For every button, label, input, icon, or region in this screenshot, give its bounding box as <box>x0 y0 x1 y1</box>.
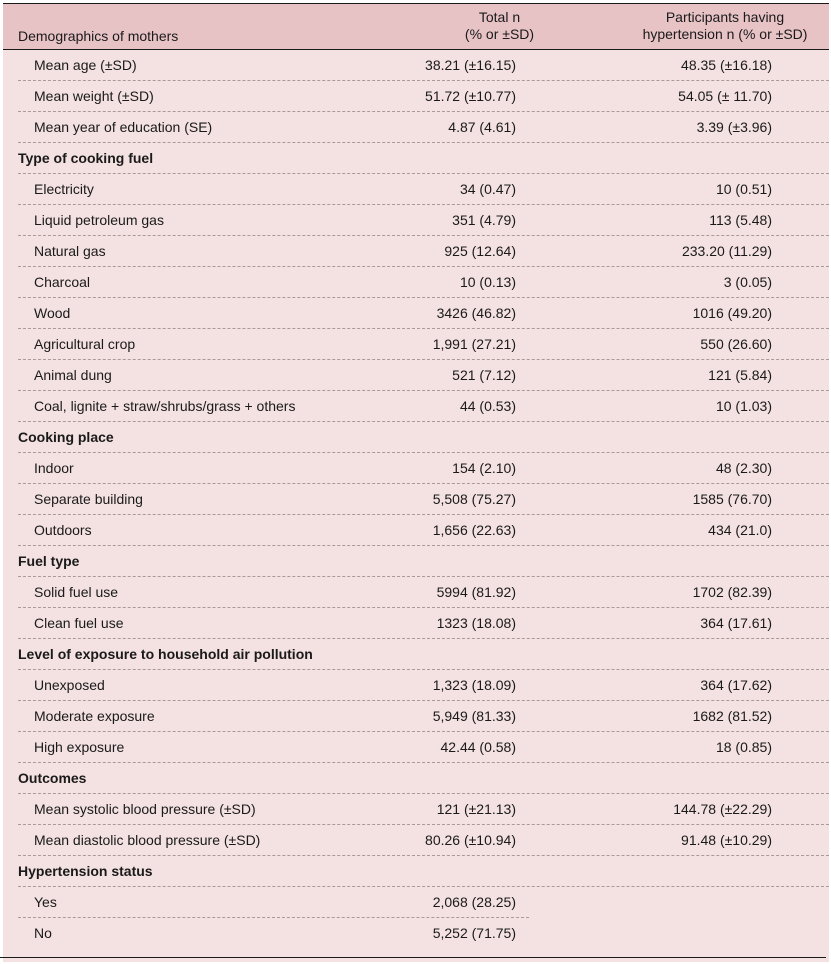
header-total <box>423 9 576 43</box>
total-value: 1323 (18.08) <box>436 615 516 631</box>
hypertension-value: 91.48 (±10.29) <box>681 832 772 848</box>
total-value: 1,656 (22.63) <box>432 522 516 538</box>
row-label: Unexposed <box>34 677 105 693</box>
table-row <box>3 205 829 236</box>
hypertension-value: 48.35 (±16.18) <box>681 57 772 73</box>
table-row <box>3 81 829 112</box>
total-value: 1,323 (18.09) <box>432 677 516 693</box>
row-label: Mean year of education (SE) <box>34 119 213 135</box>
table-row <box>3 298 829 329</box>
total-value: 5,252 (71.75) <box>432 925 516 941</box>
row-label: Wood <box>34 305 71 321</box>
table-row <box>3 360 829 391</box>
hypertension-value: 1016 (49.20) <box>692 305 772 321</box>
hypertension-value: 144.78 (±22.29) <box>673 801 772 817</box>
table-row <box>3 577 829 608</box>
header-demographics: Demographics of mothers <box>18 28 179 44</box>
hypertension-value: 121 (5.84) <box>708 367 772 383</box>
table-row <box>3 112 829 143</box>
header-total-line2: (% or ±SD) <box>464 26 535 42</box>
total-value: 5,949 (81.33) <box>432 708 516 724</box>
hypertension-value: 364 (17.62) <box>700 677 772 693</box>
total-value: 3426 (46.82) <box>436 305 516 321</box>
total-value: 2,068 (28.25) <box>432 894 516 910</box>
total-value: 5,508 (75.27) <box>432 491 516 507</box>
row-label: Mean systolic blood pressure (±SD) <box>34 801 256 817</box>
demographics-table <box>3 3 829 962</box>
hypertension-value: 364 (17.61) <box>700 615 772 631</box>
total-value: 4.87 (4.61) <box>448 119 516 135</box>
hypertension-value: 10 (0.51) <box>715 181 772 197</box>
row-label: Mean age (±SD) <box>34 57 137 73</box>
row-label: Yes <box>34 894 57 910</box>
row-label: Clean fuel use <box>34 615 124 631</box>
row-label: Mean weight (±SD) <box>34 88 154 104</box>
table-row <box>3 391 829 422</box>
total-value: 351 (4.79) <box>452 212 516 228</box>
hypertension-value: 1585 (76.70) <box>692 491 772 507</box>
hypertension-value: 3 (0.05) <box>723 274 772 290</box>
row-label: Cooking place <box>18 429 114 445</box>
total-value: 121 (±21.13) <box>436 801 516 817</box>
table-body <box>3 50 829 949</box>
header-hypertension <box>625 9 825 43</box>
row-label: Outdoors <box>34 522 92 538</box>
row-label: Fuel type <box>18 553 80 569</box>
hypertension-value: 1702 (82.39) <box>692 584 772 600</box>
total-value: 38.21 (±16.15) <box>425 57 516 73</box>
hypertension-value: 434 (21.0) <box>708 522 772 538</box>
total-value: 34 (0.47) <box>459 181 516 197</box>
table-row <box>3 329 829 360</box>
row-label: Coal, lignite + straw/shrubs/grass + others <box>34 398 296 414</box>
table-row <box>3 484 829 515</box>
row-label: Outcomes <box>18 770 87 786</box>
hypertension-value: 54.05 (± 11.70) <box>678 88 772 104</box>
hypertension-value: 113 (5.48) <box>709 212 772 228</box>
table-row <box>3 236 829 267</box>
section-row <box>3 143 829 174</box>
table-row <box>3 732 829 763</box>
section-row <box>3 639 829 670</box>
row-label: No <box>34 925 52 941</box>
section-row <box>3 422 829 453</box>
section-row <box>3 763 829 794</box>
header-total-line1: Total n <box>478 9 521 25</box>
table-row <box>3 608 829 639</box>
row-label: Hypertension status <box>18 863 153 879</box>
total-value: 10 (0.13) <box>459 274 516 290</box>
row-label: High exposure <box>34 739 125 755</box>
row-label: Animal dung <box>34 367 112 383</box>
table-row <box>3 50 829 81</box>
table-row <box>3 515 829 546</box>
row-label: Liquid petroleum gas <box>34 212 164 228</box>
row-label: Type of cooking fuel <box>18 150 154 166</box>
table-row <box>3 670 829 701</box>
table-row <box>3 825 829 856</box>
row-label: Separate building <box>34 491 143 507</box>
row-label: Moderate exposure <box>34 708 155 724</box>
total-value: 1,991 (27.21) <box>432 336 516 352</box>
total-value: 42.44 (0.58) <box>440 739 516 755</box>
table-row <box>3 794 829 825</box>
table-bottom-rule <box>0 957 826 958</box>
row-label: Charcoal <box>34 274 91 290</box>
hypertension-value: 10 (1.03) <box>715 398 772 414</box>
hypertension-value: 3.39 (±3.96) <box>696 119 772 135</box>
table-row <box>3 918 829 949</box>
table-header <box>3 3 829 50</box>
total-value: 154 (2.10) <box>452 460 516 476</box>
table-row <box>3 174 829 205</box>
row-label: Level of exposure to household air pollution <box>18 646 313 662</box>
row-label: Natural gas <box>34 243 106 259</box>
row-label: Indoor <box>34 460 74 476</box>
hypertension-value: 233.20 (11.29) <box>681 243 772 259</box>
total-value: 5994 (81.92) <box>436 584 516 600</box>
total-value: 925 (12.64) <box>444 243 516 259</box>
header-hypertension-line2: hypertension n (% or ±SD) <box>642 26 808 42</box>
hypertension-value: 18 (0.85) <box>715 739 772 755</box>
row-label: Electricity <box>34 181 94 197</box>
table-row <box>3 701 829 732</box>
row-label: Solid fuel use <box>34 584 119 600</box>
total-value: 521 (7.12) <box>452 367 516 383</box>
section-row <box>3 856 829 887</box>
total-value: 80.26 (±10.94) <box>425 832 516 848</box>
table-row <box>3 453 829 484</box>
hypertension-value: 48 (2.30) <box>715 460 772 476</box>
total-value: 51.72 (±10.77) <box>425 88 516 104</box>
total-value: 44 (0.53) <box>459 398 516 414</box>
table-row <box>3 267 829 298</box>
hypertension-value: 550 (26.60) <box>700 336 772 352</box>
table-row <box>3 887 829 918</box>
header-hypertension-line1: Participants having <box>665 9 785 25</box>
row-label: Agricultural crop <box>34 336 136 352</box>
hypertension-value: 1682 (81.52) <box>692 708 772 724</box>
section-row <box>3 546 829 577</box>
row-label: Mean diastolic blood pressure (±SD) <box>34 832 261 848</box>
